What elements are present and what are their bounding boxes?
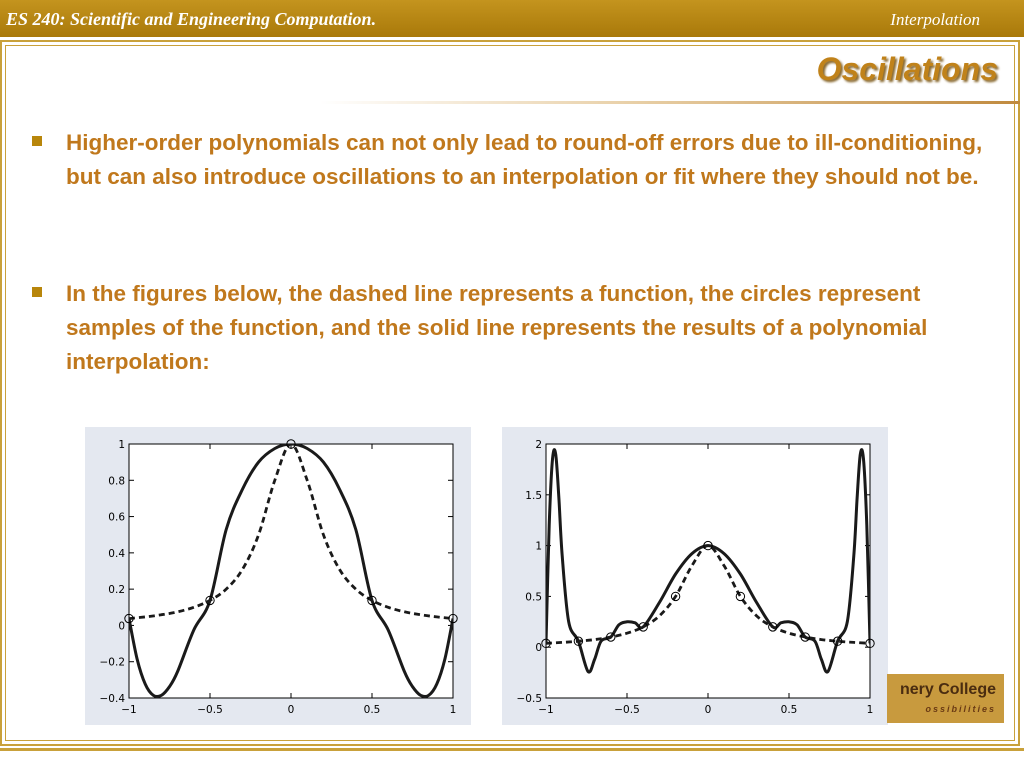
x-tick-label: −1	[538, 704, 554, 716]
bottom-divider	[0, 748, 1024, 751]
y-tick-label: 0	[118, 620, 125, 633]
x-tick-label: 0.5	[363, 704, 381, 716]
y-tick-label: −0.4	[99, 693, 125, 705]
runge-plot-11-points	[502, 427, 888, 725]
bullet-text: Higher-order polynomials can not only lead to round-off errors due to ill-conditioning, but can also introduce oscillations to an interpolation or fit where they should not be.	[66, 130, 983, 189]
logo-tagline: ossibilities	[925, 704, 996, 714]
y-tick-label: 0.5	[525, 591, 542, 604]
y-tick-label: 1.5	[525, 489, 542, 502]
y-tick-label: −0.5	[516, 693, 542, 705]
plot-panel-right	[502, 427, 888, 725]
y-tick-label: 2	[535, 439, 542, 451]
logo-name: nery College	[899, 681, 996, 698]
section-title: Interpolation	[890, 10, 980, 29]
x-tick-label: −0.5	[197, 704, 223, 716]
bullet-text: In the figures below, the dashed line represents a function, the circles represent samples of the function, and the solid line represents the results of a polynomial interpolation:	[66, 281, 928, 374]
bullet-marker	[32, 136, 42, 146]
y-tick-label: 0.2	[108, 584, 125, 597]
bullet-item	[32, 126, 1012, 194]
y-tick-label: 1	[535, 540, 542, 553]
header-bar	[0, 0, 1024, 37]
x-tick-label: 1	[449, 704, 457, 716]
bullet-item	[32, 277, 1012, 379]
x-tick-label: 0	[287, 704, 295, 716]
x-tick-label: 0	[704, 704, 712, 716]
x-tick-label: −1	[121, 704, 137, 716]
x-tick-label: 0.5	[780, 704, 798, 716]
y-tick-label: 1	[118, 439, 125, 451]
x-tick-label: 1	[866, 704, 874, 716]
y-tick-label: 0.8	[108, 475, 125, 488]
y-tick-label: 0.6	[108, 511, 125, 524]
bullet-marker	[32, 287, 42, 297]
x-tick-label: −0.5	[614, 704, 640, 716]
college-logo	[887, 674, 1004, 723]
y-tick-label: −0.2	[99, 656, 125, 669]
y-tick-label: 0.4	[108, 547, 125, 560]
runge-plot-5-points	[85, 427, 471, 725]
title-divider	[320, 101, 1020, 104]
course-title: ES 240: Scientific and Engineering Computation.	[6, 9, 377, 29]
slide-title: Oscillations	[816, 51, 998, 87]
y-tick-label: 0	[535, 642, 542, 655]
plot-panel-left	[85, 427, 471, 725]
plot-area	[129, 444, 453, 698]
